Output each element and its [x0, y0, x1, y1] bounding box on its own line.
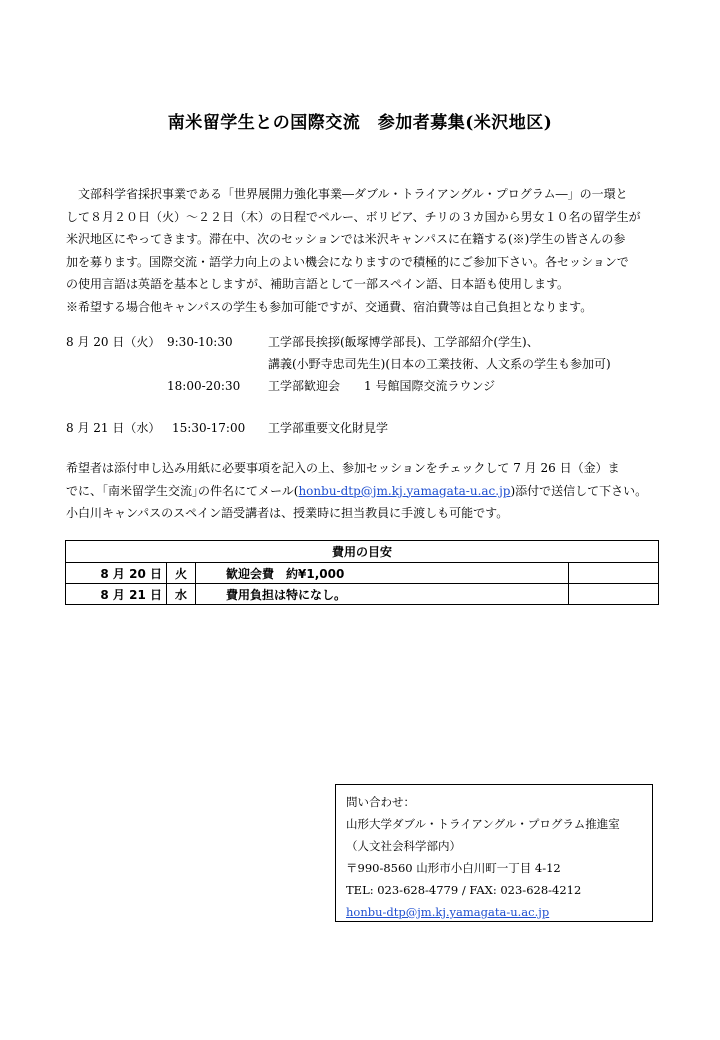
cost-table-header: 費用の目安 [66, 541, 659, 563]
intro-line: 文部科学省採択事業である「世界展開力強化事業―ダブル・トライアングル・プログラム―」の一環と [66, 187, 628, 201]
cost-day: 水 [167, 584, 196, 605]
cost-date: 8 月 21 日 [66, 584, 167, 605]
schedule-time: 18:00-20:30 [167, 379, 241, 393]
intro-line: 加を募ります。国際交流・語学力向上のよい機会になりますので積極的にご参加下さい。各セッションで [66, 254, 629, 269]
cost-note [569, 563, 659, 584]
cost-table [65, 540, 659, 605]
intro-paragraph [66, 183, 662, 318]
cost-desc: 歓迎会費 約¥1,000 [196, 563, 569, 584]
contact-tel: TEL: 023-628-4779 / FAX: 023-628-4212 [346, 883, 582, 897]
contact-email-link[interactable]: honbu-dtp@jm.kj.yamagata-u.ac.jp [346, 905, 550, 919]
schedule-date-aug20: 8 月 20 日（火） [66, 335, 161, 349]
email-link[interactable]: honbu-dtp@jm.kj.yamagata-u.ac.jp [298, 483, 511, 498]
contact-box [335, 784, 653, 922]
intro-line: ※希望する場合他キャンパスの学生も参加可能ですが、交通費、宿泊費等は自己負担となります。 [66, 299, 593, 314]
table-row [66, 563, 659, 584]
contact-label: 問い合わせ： [346, 795, 415, 809]
apply-line: 小白川キャンパスのスペイン語受講者は、授業時に担当教員に手渡しも可能です。 [66, 506, 509, 520]
apply-line: 希望者は添付申し込み用紙に必要事項を記入の上、参加セッションをチェックして 7 月 26 日（金）ま [66, 461, 620, 475]
intro-line: 米沢地区にやってきます。滞在中、次のセッションでは米沢キャンパスに在籍する(※)学生の皆さんの参 [66, 232, 626, 246]
cost-date: 8 月 20 日 [66, 563, 167, 584]
cost-note [569, 584, 659, 605]
cost-desc: 費用負担は特になし。 [196, 584, 569, 605]
contact-org: 山形大学ダブル・トライアングル・プログラム推進室 [346, 817, 620, 831]
intro-line: の使用言語は英語を基本としますが、補助言語として一部スペイン語、日本語も使用します。 [66, 277, 570, 291]
schedule-time: 15:30-17:00 [172, 421, 246, 435]
page-title: 南米留学生との国際交流 参加者募集(米沢地区) [167, 113, 553, 133]
cost-day: 火 [167, 563, 196, 584]
contact-dept: （人文社会科学部内） [346, 839, 461, 853]
application-instructions [66, 457, 662, 525]
apply-text: でに、｢南米留学生交流｣の件名にてメール( [66, 483, 299, 498]
table-row [66, 584, 659, 605]
contact-address: 〒990-8560 山形市小白川町一丁目 4-12 [346, 861, 561, 875]
schedule-item: 工学部長挨拶(飯塚博学部長)、工学部紹介(学生)、 [268, 335, 539, 349]
schedule-date-aug21: 8 月 21 日（水） [66, 421, 161, 435]
schedule-item: 講義(小野寺忠司先生)(日本の工業技術、人文系の学生も参加可) [268, 357, 611, 371]
intro-line: して８月２０日（火）～２２日（木）の日程でペルー、ボリビア、チリの３カ国から男女１０名の留学生が [66, 209, 641, 224]
schedule-time: 9:30-10:30 [167, 335, 233, 349]
apply-text: )添付で送信して下さい。 [510, 483, 648, 498]
apply-line [66, 480, 662, 503]
schedule-item: 工学部重要文化財見学 [268, 421, 389, 435]
schedule-item: 工学部歓迎会 1 号館国際交流ラウンジ [268, 379, 496, 393]
